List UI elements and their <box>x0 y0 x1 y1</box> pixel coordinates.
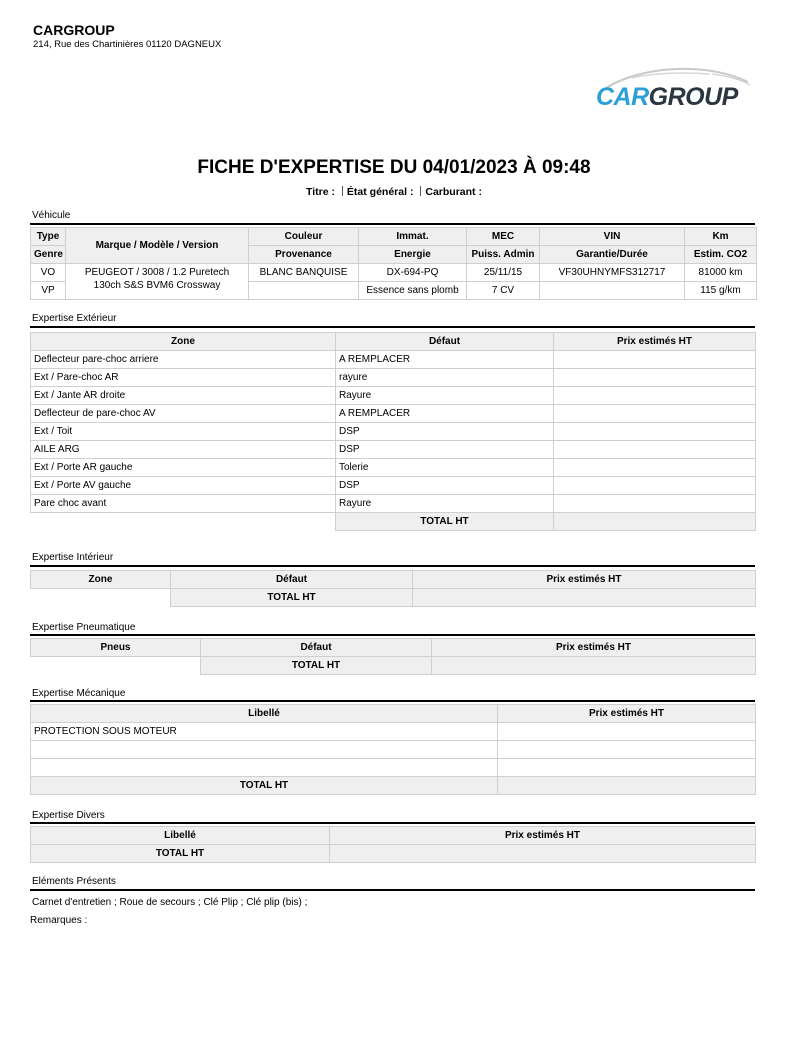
value-marque <box>66 264 249 300</box>
header-defaut: Défaut <box>201 639 432 657</box>
section-rule <box>30 223 755 225</box>
value-energie: Essence sans plomb <box>359 282 467 300</box>
row-prix <box>554 495 756 513</box>
separator <box>342 186 343 196</box>
header-co2: Estim. CO2 <box>685 246 757 264</box>
section-label-vehicule: Véhicule <box>32 210 71 221</box>
company-address: 214, Rue des Chartinières 01120 DAGNEUX <box>33 39 222 50</box>
value-puiss: 7 CV <box>467 282 540 300</box>
row-libelle <box>31 741 498 759</box>
section-rule <box>30 634 755 636</box>
separator <box>420 186 421 196</box>
value-marque-line2: 130ch S&S BVM6 Crossway <box>93 280 221 291</box>
blank-cell <box>31 657 201 675</box>
row-prix <box>554 351 756 369</box>
header-couleur: Couleur <box>249 228 359 246</box>
row-prix <box>554 405 756 423</box>
header-vin: VIN <box>540 228 685 246</box>
header-prix: Prix estimés HT <box>330 827 756 845</box>
row-defaut: rayure <box>336 369 554 387</box>
table-row <box>31 723 756 741</box>
elements-presents-text: Carnet d'entretien ; Roue de secours ; Clé Plip ; Clé plip (bis) ; <box>32 897 308 908</box>
header-libelle: Libellé <box>31 705 498 723</box>
value-km: 81000 km <box>685 264 757 282</box>
row-defaut: A REMPLACER <box>336 351 554 369</box>
row-libelle: PROTECTION SOUS MOTEUR <box>31 723 498 741</box>
header-prix: Prix estimés HT <box>432 639 756 657</box>
row-zone: AILE ARG <box>31 441 336 459</box>
table-row <box>31 423 756 441</box>
row-prix <box>554 387 756 405</box>
row-zone: Ext / Porte AR gauche <box>31 459 336 477</box>
table-row <box>31 441 756 459</box>
table-row <box>31 405 756 423</box>
row-defaut: DSP <box>336 423 554 441</box>
total-label: TOTAL HT <box>31 845 330 863</box>
value-vin: VF30UHNYMFS312717 <box>540 264 685 282</box>
section-rule <box>30 326 755 328</box>
value-type: VO <box>31 264 66 282</box>
row-zone: Ext / Porte AV gauche <box>31 477 336 495</box>
value-mec: 25/11/15 <box>467 264 540 282</box>
logo-text-group: GROUP <box>648 83 738 111</box>
total-label: TOTAL HT <box>31 777 498 795</box>
vehicule-table <box>30 227 757 300</box>
carburant-label: Carburant : <box>425 186 482 198</box>
value-genre: VP <box>31 282 66 300</box>
row-defaut: Tolerie <box>336 459 554 477</box>
exterieur-table <box>30 332 756 531</box>
total-label: TOTAL HT <box>201 657 432 675</box>
logo-text <box>596 83 738 112</box>
total-value <box>498 777 756 795</box>
row-prix <box>498 723 756 741</box>
company-name: CARGROUP <box>33 22 115 38</box>
mecanique-table <box>30 704 756 795</box>
section-label-exterieur: Expertise Extérieur <box>32 313 117 324</box>
row-zone: Ext / Jante AR droite <box>31 387 336 405</box>
header-prix: Prix estimés HT <box>413 571 756 589</box>
value-immat: DX-694-PQ <box>359 264 467 282</box>
row-zone: Deflecteur de pare-choc AV <box>31 405 336 423</box>
header-type: Type <box>31 228 66 246</box>
table-row <box>31 477 756 495</box>
divers-table <box>30 826 756 863</box>
total-value <box>432 657 756 675</box>
pneumatique-table <box>30 638 756 675</box>
row-defaut: A REMPLACER <box>336 405 554 423</box>
total-value <box>330 845 756 863</box>
interieur-table <box>30 570 756 607</box>
header-garantie: Garantie/Durée <box>540 246 685 264</box>
header-zone: Zone <box>31 333 336 351</box>
remarques-label: Remarques : <box>30 915 88 926</box>
row-prix <box>498 741 756 759</box>
value-co2: 115 g/km <box>685 282 757 300</box>
total-value <box>413 589 756 607</box>
table-row <box>31 387 756 405</box>
cargroup-logo <box>592 64 754 112</box>
row-prix <box>554 477 756 495</box>
header-defaut: Défaut <box>336 333 554 351</box>
header-defaut: Défaut <box>171 571 413 589</box>
value-marque-line1: PEUGEOT / 3008 / 1.2 Puretech <box>84 267 230 278</box>
value-garantie <box>540 282 685 300</box>
section-label-pneumatique: Expertise Pneumatique <box>32 622 136 633</box>
header-prix: Prix estimés HT <box>498 705 756 723</box>
section-label-interieur: Expertise Intérieur <box>32 552 114 563</box>
row-prix <box>554 369 756 387</box>
section-label-elements: Eléments Présents <box>32 876 116 887</box>
header-puiss: Puiss. Admin <box>467 246 540 264</box>
row-prix <box>554 441 756 459</box>
row-defaut: Rayure <box>336 387 554 405</box>
subtitle <box>0 186 788 198</box>
header-marque: Marque / Modèle / Version <box>66 228 249 264</box>
row-libelle <box>31 759 498 777</box>
section-rule <box>30 889 755 891</box>
titre-label: Titre : <box>306 186 335 198</box>
row-defaut: DSP <box>336 441 554 459</box>
total-label: TOTAL HT <box>336 513 554 531</box>
row-zone: Deflecteur pare-choc arriere <box>31 351 336 369</box>
row-zone: Ext / Pare-choc AR <box>31 369 336 387</box>
logo-text-car: CAR <box>596 83 649 111</box>
total-value <box>554 513 756 531</box>
header-provenance: Provenance <box>249 246 359 264</box>
table-row <box>31 459 756 477</box>
header-km: Km <box>685 228 757 246</box>
table-row <box>31 369 756 387</box>
section-label-mecanique: Expertise Mécanique <box>32 688 126 699</box>
header-mec: MEC <box>467 228 540 246</box>
total-label: TOTAL HT <box>171 589 413 607</box>
section-label-divers: Expertise Divers <box>32 810 105 821</box>
section-rule <box>30 565 755 567</box>
section-rule <box>30 822 755 824</box>
table-row <box>31 495 756 513</box>
value-provenance <box>249 282 359 300</box>
header-pneus: Pneus <box>31 639 201 657</box>
row-prix <box>498 759 756 777</box>
blank-cell <box>31 513 336 531</box>
value-couleur: BLANC BANQUISE <box>249 264 359 282</box>
blank-cell <box>31 589 171 607</box>
header-energie: Energie <box>359 246 467 264</box>
page-title: FICHE D'EXPERTISE DU 04/01/2023 À 09:48 <box>197 157 591 178</box>
table-row <box>31 741 756 759</box>
header-zone: Zone <box>31 571 171 589</box>
etat-label: État général : <box>346 186 414 198</box>
header-immat: Immat. <box>359 228 467 246</box>
row-defaut: DSP <box>336 477 554 495</box>
row-prix <box>554 423 756 441</box>
header-genre: Genre <box>31 246 66 264</box>
row-zone: Pare choc avant <box>31 495 336 513</box>
header-libelle: Libellé <box>31 827 330 845</box>
row-defaut: Rayure <box>336 495 554 513</box>
header-prix: Prix estimés HT <box>554 333 756 351</box>
table-row <box>31 759 756 777</box>
row-zone: Ext / Toit <box>31 423 336 441</box>
table-row <box>31 351 756 369</box>
row-prix <box>554 459 756 477</box>
section-rule <box>30 700 755 702</box>
